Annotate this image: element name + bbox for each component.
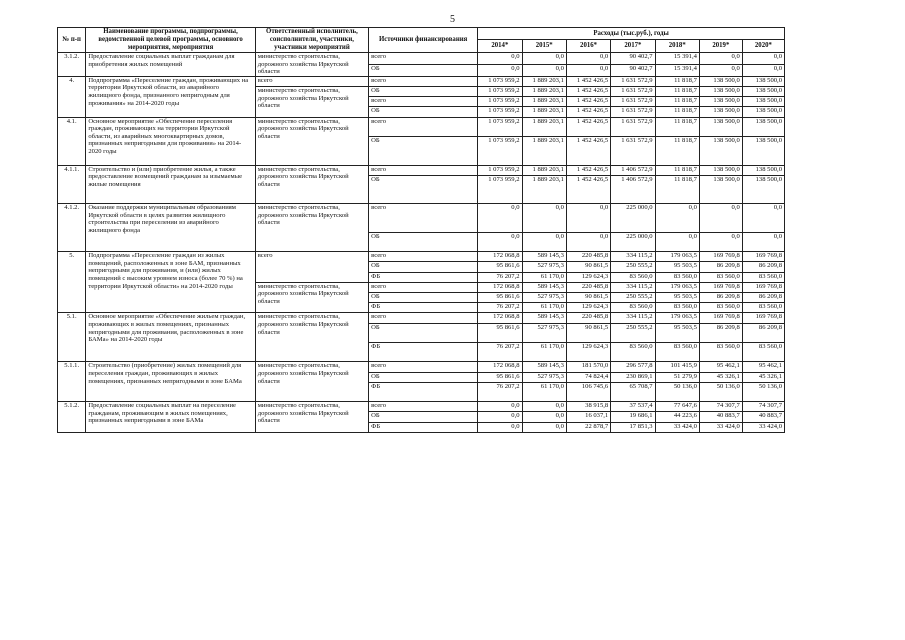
row-value: 138 500,0 bbox=[699, 165, 742, 175]
row-value: 33 424,0 bbox=[742, 422, 784, 432]
row-value: 16 037,1 bbox=[566, 412, 610, 422]
header-source: Источники финансирования bbox=[369, 28, 478, 53]
row-executor: министерство строительства, дорожного хозяйства Иркутской области bbox=[255, 86, 368, 117]
row-value: 169 769,8 bbox=[742, 313, 784, 323]
row-value: 1 889 203,1 bbox=[522, 107, 566, 117]
row-source: ОБ bbox=[369, 86, 478, 96]
row-number: 5. bbox=[58, 252, 86, 313]
row-executor: всего bbox=[255, 76, 368, 86]
row-value: 1 073 959,2 bbox=[478, 97, 522, 107]
row-executor: министерство строительства, дорожного хозяйства Иркутской области bbox=[255, 362, 368, 402]
row-value: 0,0 bbox=[522, 422, 566, 432]
row-number: 4.1.2. bbox=[58, 204, 86, 252]
row-value: 0,0 bbox=[478, 402, 522, 412]
row-value: 76 207,2 bbox=[478, 272, 522, 282]
row-executor: всего bbox=[255, 252, 368, 283]
table-row bbox=[58, 313, 785, 323]
table-row bbox=[58, 402, 785, 412]
row-value: 0,0 bbox=[478, 412, 522, 422]
row-value: 95 503,5 bbox=[655, 293, 699, 303]
row-value: 172 068,8 bbox=[478, 252, 522, 262]
row-value: 0,0 bbox=[742, 64, 784, 76]
row-value: 1 073 959,2 bbox=[478, 165, 522, 175]
row-source: ФБ bbox=[369, 382, 478, 401]
row-executor: министерство строительства, дорожного хозяйства Иркутской области bbox=[255, 313, 368, 362]
header-year: 2019* bbox=[699, 40, 742, 53]
row-value: 172 068,8 bbox=[478, 313, 522, 323]
row-executor: министерство строительства, дорожного хозяйства Иркутской области bbox=[255, 165, 368, 204]
row-value: 90 861,5 bbox=[566, 293, 610, 303]
row-value: 74 824,4 bbox=[566, 372, 610, 382]
row-value: 250 555,2 bbox=[611, 262, 655, 272]
row-value: 76 207,2 bbox=[478, 342, 522, 361]
row-value: 77 647,6 bbox=[655, 402, 699, 412]
row-value: 1 452 426,5 bbox=[566, 165, 610, 175]
row-value: 334 115,2 bbox=[611, 252, 655, 262]
financing-table bbox=[57, 27, 785, 433]
row-value: 65 708,7 bbox=[611, 382, 655, 401]
row-value: 11 818,7 bbox=[655, 86, 699, 96]
row-value: 1 631 572,9 bbox=[611, 76, 655, 86]
row-value: 0,0 bbox=[566, 53, 610, 65]
row-description: Основное мероприятие «Обеспечение переселения граждан, проживающих на территории Иркутской области, из аварийных многоквартирных домов, признанных непригодными для проживания» на 2014-2020 годы bbox=[86, 117, 255, 165]
row-value: 101 415,9 bbox=[655, 362, 699, 372]
row-value: 95 503,5 bbox=[655, 262, 699, 272]
row-value: 95 462,1 bbox=[699, 362, 742, 372]
page-number: 5 bbox=[450, 14, 455, 25]
row-description: Строительство (приобретение) жилых помещений для переселения граждан, проживающих в жилых помещениях, признанных непригодными в зоне БАМа bbox=[86, 362, 255, 402]
row-value: 15 391,4 bbox=[655, 53, 699, 65]
row-value: 1 631 572,9 bbox=[611, 86, 655, 96]
row-value: 129 624,3 bbox=[566, 342, 610, 361]
row-value: 527 975,3 bbox=[522, 372, 566, 382]
row-value: 83 560,0 bbox=[611, 342, 655, 361]
row-value: 589 145,3 bbox=[522, 313, 566, 323]
row-value: 11 818,7 bbox=[655, 136, 699, 165]
row-value: 1 452 426,5 bbox=[566, 117, 610, 136]
row-source: ОБ bbox=[369, 175, 478, 204]
row-value: 179 063,5 bbox=[655, 282, 699, 292]
row-source: ФБ bbox=[369, 422, 478, 432]
row-value: 0,0 bbox=[478, 204, 522, 233]
row-value: 1 406 572,9 bbox=[611, 175, 655, 204]
row-source: ОБ bbox=[369, 262, 478, 272]
row-value: 51 279,9 bbox=[655, 372, 699, 382]
row-value: 1 452 426,5 bbox=[566, 175, 610, 204]
row-source: ОБ bbox=[369, 107, 478, 117]
row-value: 1 889 203,1 bbox=[522, 76, 566, 86]
row-value: 90 861,5 bbox=[566, 262, 610, 272]
row-value: 1 452 426,5 bbox=[566, 76, 610, 86]
header-num: № п-п bbox=[58, 28, 86, 53]
row-source: всего bbox=[369, 313, 478, 323]
row-value: 0,0 bbox=[522, 64, 566, 76]
row-executor: министерство строительства, дорожного хозяйства Иркутской области bbox=[255, 204, 368, 252]
row-value: 1 889 203,1 bbox=[522, 97, 566, 107]
row-source: ОБ bbox=[369, 372, 478, 382]
row-value: 0,0 bbox=[478, 53, 522, 65]
row-number: 4.1.1. bbox=[58, 165, 86, 204]
row-value: 138 500,0 bbox=[742, 97, 784, 107]
row-value: 527 975,3 bbox=[522, 323, 566, 342]
row-value: 95 861,6 bbox=[478, 293, 522, 303]
row-value: 179 063,5 bbox=[655, 313, 699, 323]
row-value: 169 769,8 bbox=[742, 282, 784, 292]
row-value: 138 500,0 bbox=[742, 165, 784, 175]
row-value: 1 889 203,1 bbox=[522, 136, 566, 165]
row-executor: министерство строительства, дорожного хозяйства Иркутской области bbox=[255, 117, 368, 165]
header-year: 2018* bbox=[655, 40, 699, 53]
row-value: 1 073 959,2 bbox=[478, 117, 522, 136]
row-value: 86 209,8 bbox=[699, 262, 742, 272]
row-value: 1 073 959,2 bbox=[478, 175, 522, 204]
row-description: Предоставление социальных выплат гражданам для приобретения жилых помещений bbox=[86, 53, 255, 77]
row-value: 0,0 bbox=[478, 422, 522, 432]
row-value: 95 861,6 bbox=[478, 323, 522, 342]
table-row bbox=[58, 362, 785, 372]
row-value: 86 209,8 bbox=[742, 293, 784, 303]
row-value: 83 560,0 bbox=[699, 272, 742, 282]
row-value: 83 560,0 bbox=[611, 303, 655, 313]
row-value: 1 452 426,5 bbox=[566, 136, 610, 165]
row-value: 11 818,7 bbox=[655, 165, 699, 175]
row-value: 1 073 959,2 bbox=[478, 86, 522, 96]
row-value: 95 462,1 bbox=[742, 362, 784, 372]
row-value: 45 326,1 bbox=[742, 372, 784, 382]
row-source: ФБ bbox=[369, 342, 478, 361]
row-value: 50 136,0 bbox=[742, 382, 784, 401]
row-value: 230 869,1 bbox=[611, 372, 655, 382]
header-year: 2017* bbox=[611, 40, 655, 53]
row-value: 1 452 426,5 bbox=[566, 97, 610, 107]
row-value: 83 560,0 bbox=[699, 303, 742, 313]
row-value: 179 063,5 bbox=[655, 252, 699, 262]
header-year: 2016* bbox=[566, 40, 610, 53]
row-value: 0,0 bbox=[522, 412, 566, 422]
row-value: 76 207,2 bbox=[478, 382, 522, 401]
row-value: 61 170,0 bbox=[522, 272, 566, 282]
table-row bbox=[58, 53, 785, 65]
row-value: 95 861,6 bbox=[478, 262, 522, 272]
row-value: 138 500,0 bbox=[699, 97, 742, 107]
row-value: 1 406 572,9 bbox=[611, 165, 655, 175]
row-description: Подпрограмма «Переселение граждан, проживающих на территории Иркутской области, из аварийного жилищного фонда, признанного непригодным для проживания» на 2014-2020 годы bbox=[86, 76, 255, 117]
header-year: 2014* bbox=[478, 40, 522, 53]
row-value: 0,0 bbox=[566, 204, 610, 233]
row-value: 17 851,3 bbox=[611, 422, 655, 432]
row-source: ОБ bbox=[369, 64, 478, 76]
row-value: 527 975,3 bbox=[522, 293, 566, 303]
row-value: 22 878,7 bbox=[566, 422, 610, 432]
row-value: 83 560,0 bbox=[655, 342, 699, 361]
row-value: 11 818,7 bbox=[655, 107, 699, 117]
row-value: 83 560,0 bbox=[611, 272, 655, 282]
row-number: 4.1. bbox=[58, 117, 86, 165]
row-value: 19 686,1 bbox=[611, 412, 655, 422]
row-value: 1 889 203,1 bbox=[522, 165, 566, 175]
header-name: Наименование программы, подпрограммы, ведомственной целевой программы, основного мероприятия, мероприятия bbox=[86, 28, 255, 53]
row-value: 106 745,6 bbox=[566, 382, 610, 401]
row-value: 1 073 959,2 bbox=[478, 107, 522, 117]
row-executor: министерство строительства, дорожного хозяйства Иркутской области bbox=[255, 53, 368, 77]
row-value: 225 000,0 bbox=[611, 232, 655, 251]
row-value: 33 424,0 bbox=[699, 422, 742, 432]
row-value: 0,0 bbox=[699, 64, 742, 76]
row-value: 334 115,2 bbox=[611, 313, 655, 323]
row-value: 225 000,0 bbox=[611, 204, 655, 233]
row-value: 61 170,0 bbox=[522, 342, 566, 361]
header-year: 2020* bbox=[742, 40, 784, 53]
row-source: ОБ bbox=[369, 323, 478, 342]
row-source: ФБ bbox=[369, 303, 478, 313]
header-expenses: Расходы (тыс.руб.), годы bbox=[478, 28, 785, 40]
row-number: 3.1.2. bbox=[58, 53, 86, 77]
row-value: 83 560,0 bbox=[655, 272, 699, 282]
row-source: ФБ bbox=[369, 272, 478, 282]
row-value: 138 500,0 bbox=[699, 107, 742, 117]
row-source: всего bbox=[369, 204, 478, 233]
row-value: 1 452 426,5 bbox=[566, 86, 610, 96]
row-value: 250 555,2 bbox=[611, 293, 655, 303]
table-header bbox=[58, 28, 785, 53]
row-value: 83 560,0 bbox=[742, 272, 784, 282]
row-value: 589 145,3 bbox=[522, 282, 566, 292]
row-value: 95 503,5 bbox=[655, 323, 699, 342]
row-value: 220 485,8 bbox=[566, 313, 610, 323]
row-value: 50 136,0 bbox=[655, 382, 699, 401]
row-value: 1 889 203,1 bbox=[522, 117, 566, 136]
row-value: 0,0 bbox=[478, 64, 522, 76]
row-source: ОБ bbox=[369, 136, 478, 165]
row-value: 83 560,0 bbox=[742, 342, 784, 361]
row-value: 38 915,8 bbox=[566, 402, 610, 412]
row-value: 74 307,7 bbox=[742, 402, 784, 412]
row-value: 1 889 203,1 bbox=[522, 86, 566, 96]
row-source: всего bbox=[369, 53, 478, 65]
row-value: 0,0 bbox=[522, 402, 566, 412]
row-value: 334 115,2 bbox=[611, 282, 655, 292]
row-value: 76 207,2 bbox=[478, 303, 522, 313]
row-value: 37 537,4 bbox=[611, 402, 655, 412]
row-description: Основное мероприятие «Обеспечение жильем граждан, проживающих в жилых помещениях, признанных непригодными для проживания, расположенных в зоне БАМа» на 2014-2020 годы bbox=[86, 313, 255, 362]
row-value: 1 889 203,1 bbox=[522, 175, 566, 204]
row-value: 40 883,7 bbox=[742, 412, 784, 422]
row-number: 4. bbox=[58, 76, 86, 117]
row-value: 138 500,0 bbox=[742, 136, 784, 165]
row-value: 0,0 bbox=[742, 53, 784, 65]
row-value: 0,0 bbox=[566, 232, 610, 251]
row-description: Оказание поддержки муниципальным образованиям Иркутской области в целях развития жилищного строительства при переселении из аварийного жилищного фонда bbox=[86, 204, 255, 252]
row-value: 11 818,7 bbox=[655, 97, 699, 107]
row-value: 138 500,0 bbox=[742, 117, 784, 136]
header-executor: Ответственный исполнитель, соисполнители, участники, участники мероприятий bbox=[255, 28, 368, 53]
row-value: 0,0 bbox=[655, 204, 699, 233]
row-value: 129 624,3 bbox=[566, 303, 610, 313]
row-description: Предоставление социальных выплат на переселение гражданам, проживающим в жилых помещениях, признанных непригодными в зоне БАМа bbox=[86, 402, 255, 433]
row-executor: министерство строительства, дорожного хозяйства Иркутской области bbox=[255, 402, 368, 433]
table-row bbox=[58, 76, 785, 86]
row-value: 129 624,3 bbox=[566, 272, 610, 282]
row-value: 0,0 bbox=[522, 53, 566, 65]
row-value: 1 073 959,2 bbox=[478, 76, 522, 86]
row-value: 172 068,8 bbox=[478, 362, 522, 372]
row-value: 169 769,8 bbox=[742, 252, 784, 262]
row-value: 95 861,6 bbox=[478, 372, 522, 382]
row-value: 86 209,8 bbox=[742, 262, 784, 272]
row-value: 0,0 bbox=[655, 232, 699, 251]
row-source: всего bbox=[369, 76, 478, 86]
table-row bbox=[58, 165, 785, 175]
row-value: 86 209,8 bbox=[699, 293, 742, 303]
row-description: Подпрограмма «Переселение граждан из жилых помещений, расположенных в зоне БАМ, признанных непригодными для проживания, и (или) жилых помещений с высоким уровнем износа (более 70 %) на территории Иркутской области» на 2014-2020 годы bbox=[86, 252, 255, 313]
row-value: 138 500,0 bbox=[699, 175, 742, 204]
row-number: 5.1.1. bbox=[58, 362, 86, 402]
row-value: 589 145,3 bbox=[522, 362, 566, 372]
row-value: 1 073 959,2 bbox=[478, 136, 522, 165]
row-source: всего bbox=[369, 282, 478, 292]
row-number: 5.1.2. bbox=[58, 402, 86, 433]
row-value: 0,0 bbox=[478, 232, 522, 251]
row-value: 90 861,5 bbox=[566, 323, 610, 342]
row-value: 11 818,7 bbox=[655, 117, 699, 136]
row-value: 138 500,0 bbox=[742, 76, 784, 86]
header-year: 2015* bbox=[522, 40, 566, 53]
row-value: 11 818,7 bbox=[655, 76, 699, 86]
row-value: 33 424,0 bbox=[655, 422, 699, 432]
row-value: 169 769,8 bbox=[699, 313, 742, 323]
row-value: 90 402,7 bbox=[611, 64, 655, 76]
row-source: всего bbox=[369, 362, 478, 372]
row-value: 1 452 426,5 bbox=[566, 107, 610, 117]
row-value: 172 068,8 bbox=[478, 282, 522, 292]
row-source: всего bbox=[369, 402, 478, 412]
row-value: 0,0 bbox=[566, 64, 610, 76]
row-value: 527 975,3 bbox=[522, 262, 566, 272]
row-value: 0,0 bbox=[699, 232, 742, 251]
row-value: 138 500,0 bbox=[699, 86, 742, 96]
row-value: 138 500,0 bbox=[699, 117, 742, 136]
row-value: 0,0 bbox=[742, 232, 784, 251]
row-value: 61 170,0 bbox=[522, 382, 566, 401]
row-value: 86 209,8 bbox=[742, 323, 784, 342]
row-value: 0,0 bbox=[699, 204, 742, 233]
table-row bbox=[58, 252, 785, 262]
row-source: ОБ bbox=[369, 412, 478, 422]
row-value: 44 223,6 bbox=[655, 412, 699, 422]
row-value: 0,0 bbox=[522, 204, 566, 233]
row-value: 83 560,0 bbox=[655, 303, 699, 313]
table-body bbox=[58, 53, 785, 433]
row-value: 1 631 572,9 bbox=[611, 117, 655, 136]
row-value: 138 500,0 bbox=[742, 86, 784, 96]
table-row bbox=[58, 204, 785, 233]
row-value: 74 307,7 bbox=[699, 402, 742, 412]
table-row bbox=[58, 117, 785, 136]
row-value: 296 577,8 bbox=[611, 362, 655, 372]
row-source: всего bbox=[369, 97, 478, 107]
row-value: 138 500,0 bbox=[742, 175, 784, 204]
row-value: 40 883,7 bbox=[699, 412, 742, 422]
row-source: ОБ bbox=[369, 232, 478, 251]
row-value: 11 818,7 bbox=[655, 175, 699, 204]
row-value: 86 209,8 bbox=[699, 323, 742, 342]
row-value: 1 631 572,9 bbox=[611, 136, 655, 165]
row-value: 61 170,0 bbox=[522, 303, 566, 313]
row-value: 83 560,0 bbox=[699, 342, 742, 361]
row-number: 5.1. bbox=[58, 313, 86, 362]
row-source: ОБ bbox=[369, 293, 478, 303]
row-value: 138 500,0 bbox=[699, 136, 742, 165]
row-value: 589 145,3 bbox=[522, 252, 566, 262]
row-value: 50 136,0 bbox=[699, 382, 742, 401]
row-value: 138 500,0 bbox=[742, 107, 784, 117]
row-value: 1 631 572,9 bbox=[611, 97, 655, 107]
row-source: всего bbox=[369, 165, 478, 175]
row-source: всего bbox=[369, 252, 478, 262]
row-value: 138 500,0 bbox=[699, 76, 742, 86]
row-value: 0,0 bbox=[522, 232, 566, 251]
row-value: 181 570,0 bbox=[566, 362, 610, 372]
row-value: 15 391,4 bbox=[655, 64, 699, 76]
row-value: 220 485,8 bbox=[566, 252, 610, 262]
row-value: 169 769,8 bbox=[699, 252, 742, 262]
row-value: 45 326,1 bbox=[699, 372, 742, 382]
row-value: 250 555,2 bbox=[611, 323, 655, 342]
row-value: 1 631 572,9 bbox=[611, 107, 655, 117]
row-value: 0,0 bbox=[699, 53, 742, 65]
row-description: Строительство и (или) приобретение жилья, а также предоставление возмещений гражданам за изымаемые жилые помещения bbox=[86, 165, 255, 204]
row-value: 220 485,8 bbox=[566, 282, 610, 292]
row-value: 90 402,7 bbox=[611, 53, 655, 65]
row-executor: министерство строительства, дорожного хозяйства Иркутской области bbox=[255, 282, 368, 313]
row-source: всего bbox=[369, 117, 478, 136]
row-value: 0,0 bbox=[742, 204, 784, 233]
row-value: 83 560,0 bbox=[742, 303, 784, 313]
row-value: 169 769,8 bbox=[699, 282, 742, 292]
